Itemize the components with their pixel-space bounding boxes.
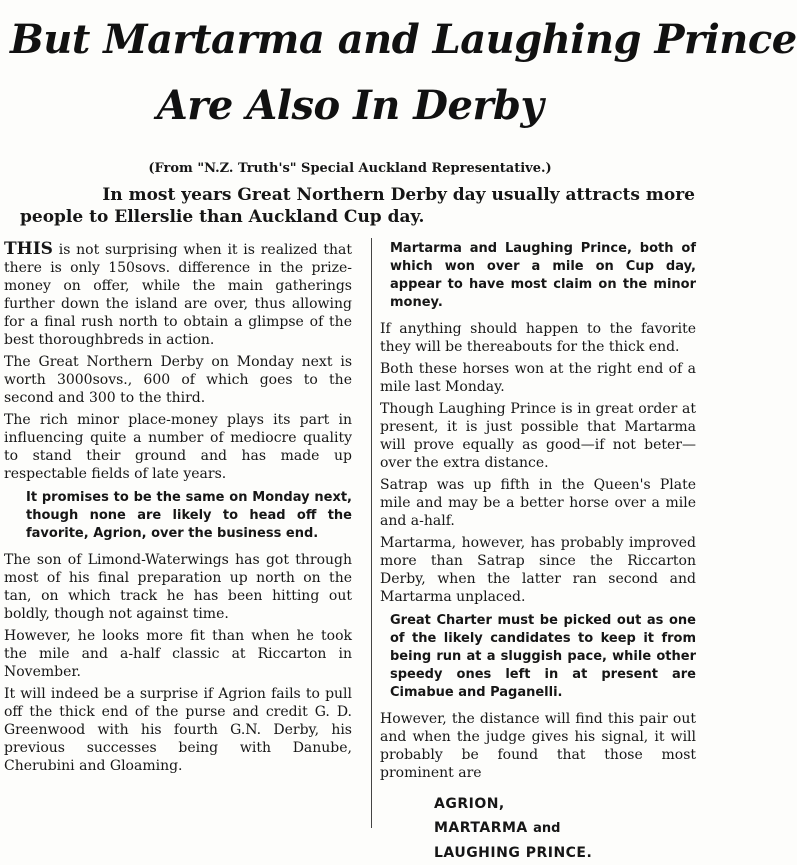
paragraph: Though Laughing Prince is in great order at present, it is just possible that Martarma will prove equally as good—if not beter—over the extra distance.	[380, 401, 696, 471]
paragraph: Satrap was up fifth in the Queen's Plate mile and may be a better horse over a mile and a-half.	[380, 477, 696, 529]
prediction-second-name: MARTARMA	[434, 820, 528, 836]
paragraph: The Great Northern Derby on Monday next is worth 3000sovs., 600 of which goes to the second and 300 to the third.	[4, 354, 352, 406]
paragraph: If anything should happen to the favorite they will be thereabouts for the thick end.	[380, 321, 696, 355]
prediction-and: and	[533, 821, 561, 836]
paragraph: Martarma, however, has probably improved more than Satrap since the Riccarton Derby, when the latter ran second and Martarma unplaced.	[380, 535, 696, 605]
left-column	[4, 240, 352, 779]
prediction-second	[434, 816, 696, 841]
paragraph: The son of Limond-Waterwings has got through most of his final preparation up north on the tan, on which track he has been hitting out boldly, though not against time.	[4, 552, 352, 622]
paragraph: Both these horses won at the right end of a mile last Monday.	[380, 361, 696, 395]
prediction-third: LAUGHING PRINCE.	[434, 845, 593, 861]
drop-cap-word: THIS	[4, 239, 53, 259]
lede-line-2: people to Ellerslie than Auckland Cup day.	[20, 207, 425, 227]
prediction-first: AGRION,	[434, 796, 505, 812]
paragraph: It will indeed be a surprise if Agrion fails to pull off the thick end of the purse and credit G. D. Greenwood with his fourth G.N. Derby, his previous successes being with Danube, Cherubini and Gloaming.	[4, 686, 352, 774]
paragraph: The rich minor place-money plays its part in influencing quite a number of mediocre quality to stand their ground and has made up respectable fields of late years.	[4, 412, 352, 482]
paragraph	[4, 240, 352, 349]
paragraph-text: is not surprising when it is realized that there is only 150sovs. difference in the prize-money on offer, while the main gatherings further down the island are over, thus allowing for a final rush north to obtain a glimpse of the best thoroughbreds in action.	[4, 242, 353, 348]
lede-line-1: In most years Great Northern Derby day usually attracts more	[102, 185, 695, 205]
bold-paragraph: Martarma and Laughing Prince, both of which won over a mile on Cup day, appear to have most claim on the minor money.	[390, 241, 696, 310]
right-column	[380, 240, 696, 865]
bold-paragraph: It promises to be the same on Monday next, though none are likely to head off the favorite, Agrion, over the business end.	[26, 490, 352, 541]
paragraph: However, the distance will find this pair out and when the judge gives his signal, it will probably be found that those most prominent are	[380, 711, 696, 781]
byline-credit: (From "N.Z. Truth's" Special Auckland Representative.)	[148, 161, 552, 176]
bold-paragraph: Great Charter must be picked out as one of the likely candidates to keep it from being run at a sluggish pace, while other speedy ones left in at present are Cimabue and Paganelli.	[390, 613, 696, 700]
column-divider	[371, 238, 372, 828]
headline-line-1: But Martarma and Laughing Prince	[10, 16, 797, 63]
prediction-list	[434, 792, 696, 865]
headline-line-2: Are Also In Derby	[156, 82, 544, 129]
paragraph: However, he looks more fit than when he took the mile and a-half classic at Riccarton in November.	[4, 628, 352, 680]
